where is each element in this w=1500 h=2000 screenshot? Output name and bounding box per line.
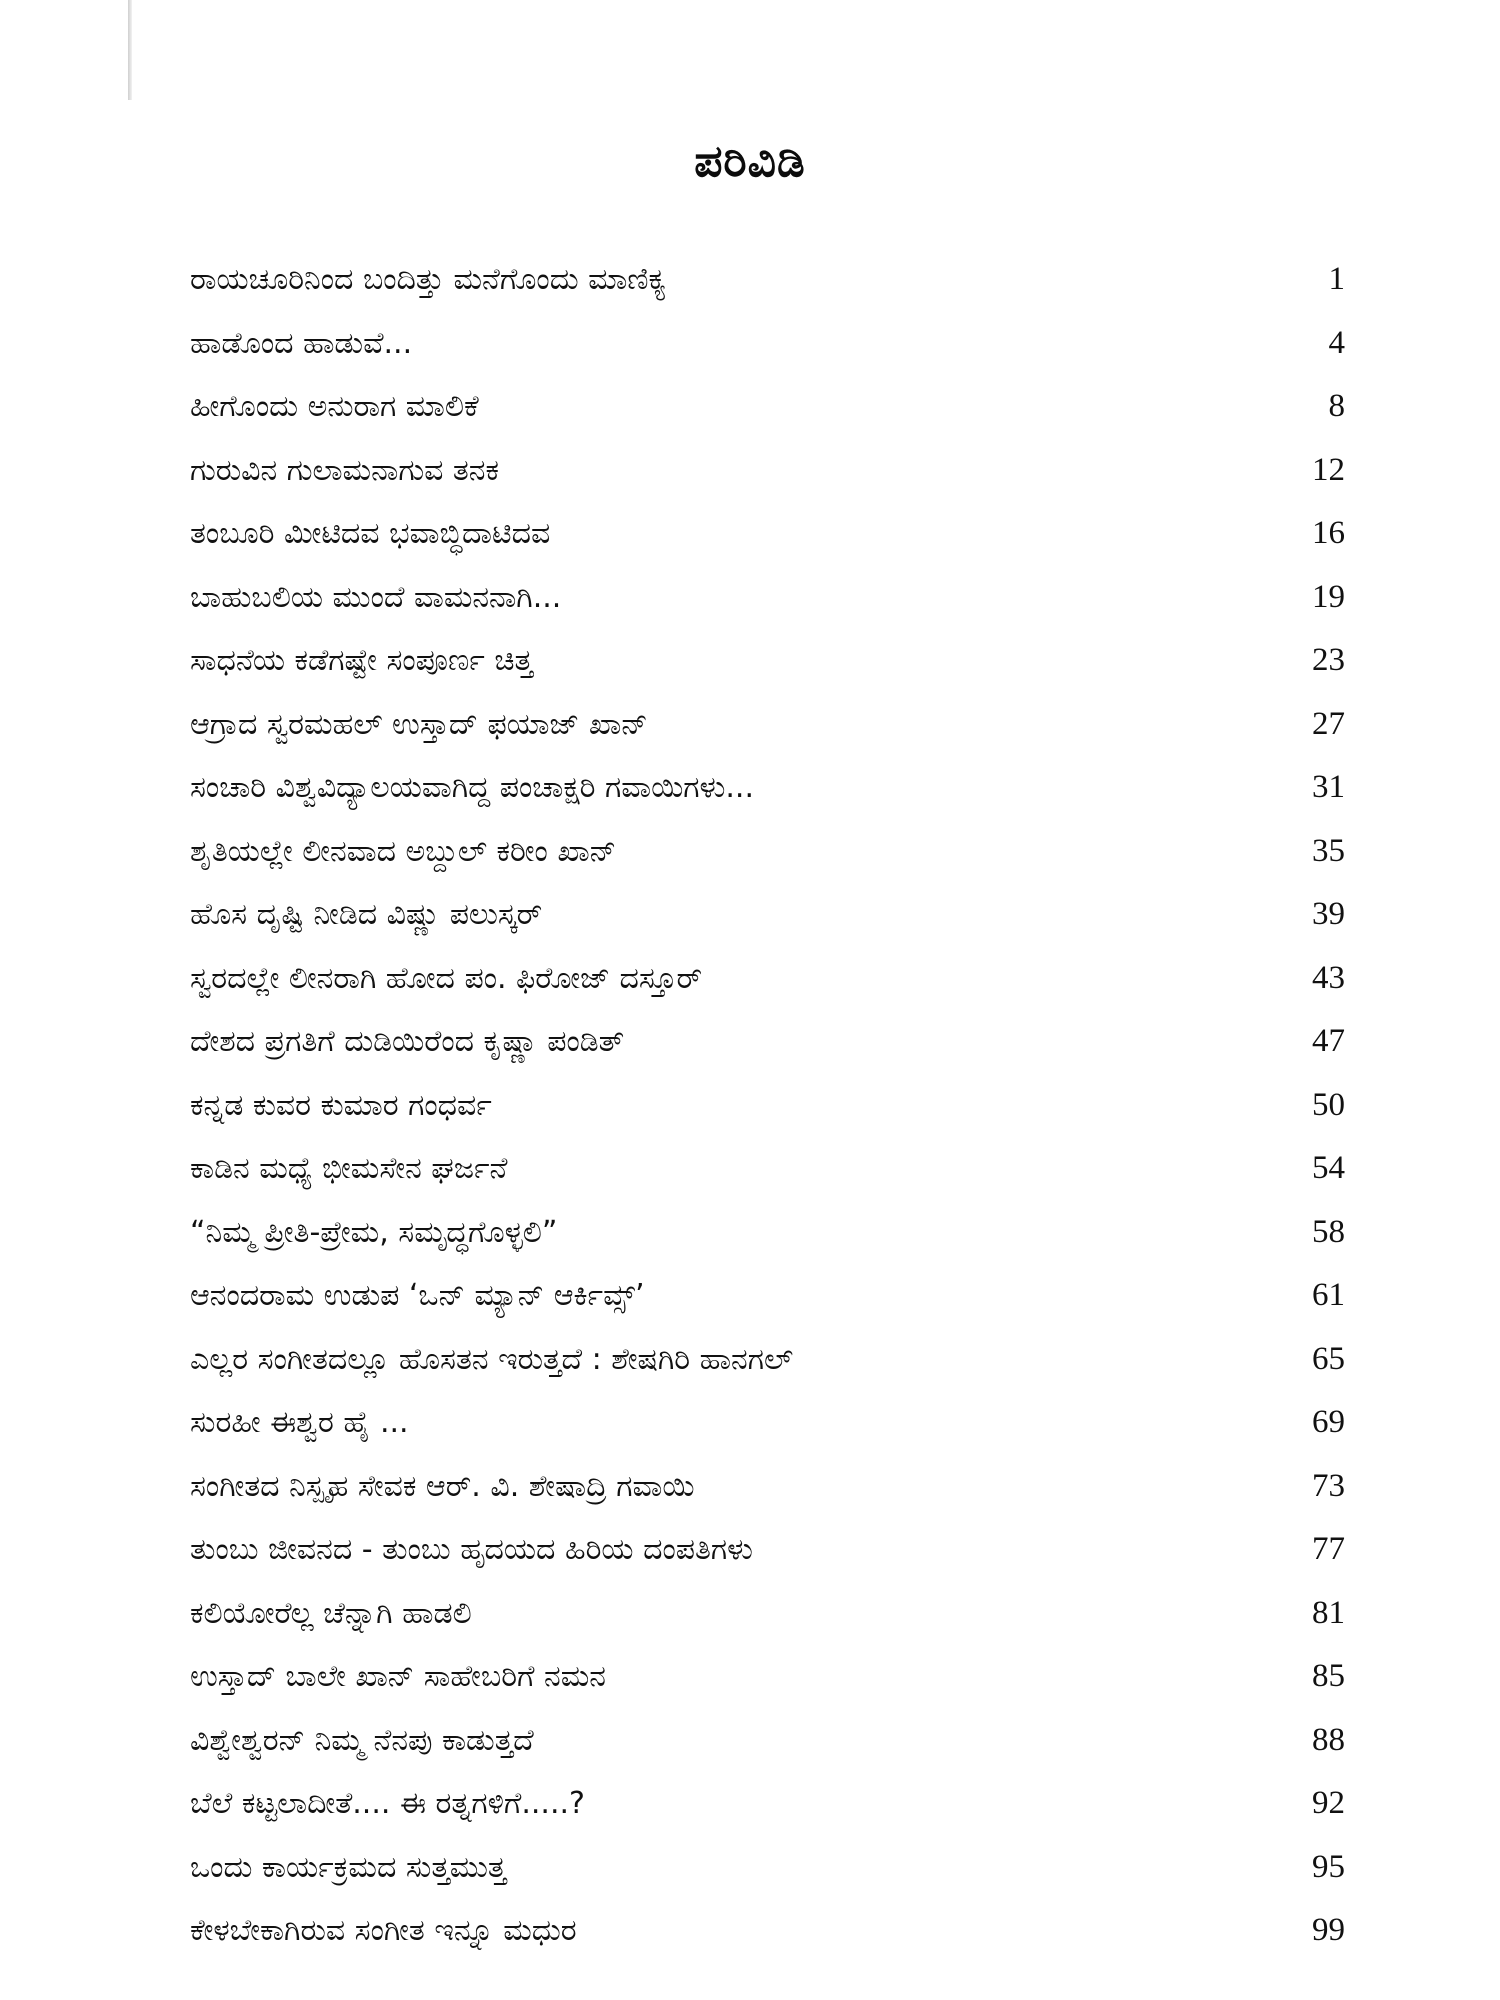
entry-title: ತುಂಬು ಜೀವನದ - ತುಂಬು ಹೃದಯದ ಹಿರಿಯ ದಂಪತಿಗಳು	[190, 1532, 753, 1568]
entry-page-number: 27	[1312, 705, 1345, 742]
toc-entry	[190, 1201, 1345, 1265]
toc-entry	[190, 756, 1345, 820]
entry-title: ಸುರಹೀ ಈಶ್ವರ ಹೈ ...	[190, 1405, 409, 1441]
entry-title: ಹೀಗೊಂದು ಅನುರಾಗ ಮಾಲಿಕೆ	[190, 389, 479, 425]
entry-page-number: 95	[1312, 1848, 1345, 1885]
toc-entry	[190, 1455, 1345, 1519]
entry-page-number: 92	[1312, 1785, 1345, 1822]
toc-entry	[190, 1074, 1345, 1138]
entry-title: ಕನ್ನಡ ಕುವರ ಕುಮಾರ ಗಂಧರ್ವ	[190, 1087, 492, 1123]
toc-entry	[190, 1899, 1345, 1963]
entry-title: ಕಾಡಿನ ಮಧ್ಯೆ ಭೀಮಸೇನ ಘರ್ಜನೆ	[190, 1151, 508, 1187]
toc-entry	[190, 248, 1345, 312]
toc-entry	[190, 1264, 1345, 1328]
entry-title: ತಂಬೂರಿ ಮೀಟಿದವ ಭವಾಬ್ಧಿದಾಟಿದವ	[190, 516, 551, 552]
entry-page-number: 88	[1312, 1721, 1345, 1758]
entry-page-number: 81	[1312, 1594, 1345, 1631]
entry-page-number: 43	[1312, 959, 1345, 996]
entry-page-number: 1	[1328, 261, 1345, 298]
entry-title: ಗುರುವಿನ ಗುಲಾಮನಾಗುವ ತನಕ	[190, 452, 499, 488]
table-of-contents	[190, 248, 1345, 1963]
entry-title: ಹೊಸ ದೃಷ್ಟಿ ನೀಡಿದ ವಿಷ್ಣು ಪಲುಸ್ಕರ್	[190, 897, 543, 933]
toc-entry	[190, 1772, 1345, 1836]
toc-entry	[190, 439, 1345, 503]
toc-entry	[190, 1137, 1345, 1201]
entry-page-number: 99	[1312, 1912, 1345, 1949]
toc-entry	[190, 629, 1345, 693]
entry-title: ಸಂಚಾರಿ ವಿಶ್ವವಿದ್ಯಾಲಯವಾಗಿದ್ದ ಪಂಚಾಕ್ಷರಿ ಗವಾಯಿಗಳು...	[190, 770, 754, 806]
toc-entry	[190, 1328, 1345, 1392]
toc-entry	[190, 312, 1345, 376]
toc-entry	[190, 1582, 1345, 1646]
toc-entry	[190, 566, 1345, 630]
scan-edge-shadow	[128, 0, 132, 100]
toc-entry	[190, 1645, 1345, 1709]
toc-entry	[190, 1518, 1345, 1582]
toc-entry	[190, 820, 1345, 884]
toc-entry	[190, 1010, 1345, 1074]
toc-entry	[190, 947, 1345, 1011]
toc-entry	[190, 1709, 1345, 1773]
toc-entry	[190, 693, 1345, 757]
toc-entry	[190, 1391, 1345, 1455]
entry-page-number: 54	[1312, 1150, 1345, 1187]
toc-entry	[190, 502, 1345, 566]
entry-title: ಉಸ್ತಾದ್ ಬಾಲೇ ಖಾನ್ ಸಾಹೇಬರಿಗೆ ನಮನ	[190, 1659, 606, 1695]
entry-page-number: 39	[1312, 896, 1345, 933]
entry-page-number: 35	[1312, 832, 1345, 869]
entry-page-number: 16	[1312, 515, 1345, 552]
entry-page-number: 19	[1312, 578, 1345, 615]
toc-entry	[190, 375, 1345, 439]
page-title: ಪರಿವಿಡಿ	[694, 136, 806, 187]
entry-title: ಒಂದು ಕಾರ್ಯಕ್ರಮದ ಸುತ್ತಮುತ್ತ	[190, 1849, 507, 1885]
entry-title: ವಿಶ್ವೇಶ್ವರನ್ ನಿಮ್ಮ ನೆನಪು ಕಾಡುತ್ತದೆ	[190, 1722, 534, 1758]
toc-entry	[190, 883, 1345, 947]
entry-page-number: 85	[1312, 1658, 1345, 1695]
entry-title: ಆಗ್ರಾದ ಸ್ವರಮಹಲ್ ಉಸ್ತಾದ್ ಫಯಾಜ್ ಖಾನ್	[190, 706, 648, 742]
entry-page-number: 50	[1312, 1086, 1345, 1123]
entry-title: ಎಲ್ಲರ ಸಂಗೀತದಲ್ಲೂ ಹೊಸತನ ಇರುತ್ತದೆ : ಶೇಷಗಿರಿ ಹಾನಗಲ್	[190, 1341, 794, 1377]
entry-title: ಬೆಲೆ ಕಟ್ಟಲಾದೀತೆ.... ಈ ರತ್ನಗಳಿಗೆ.....?	[190, 1786, 585, 1822]
entry-page-number: 73	[1312, 1467, 1345, 1504]
entry-title: ಆನಂದರಾಮ ಉಡುಪ ‘ಒನ್ ಮ್ಯಾನ್ ಆರ್ಕಿವ್ಸ್’	[190, 1278, 645, 1314]
entry-title: ರಾಯಚೂರಿನಿಂದ ಬಂದಿತ್ತು ಮನೆಗೊಂದು ಮಾಣಿಕ್ಯ	[190, 262, 667, 298]
entry-page-number: 69	[1312, 1404, 1345, 1441]
entry-page-number: 58	[1312, 1213, 1345, 1250]
entry-title: “ನಿಮ್ಮ ಪ್ರೀತಿ-ಪ್ರೇಮ, ಸಮೃದ್ಧಗೊಳ್ಳಲಿ”	[190, 1214, 558, 1250]
entry-title: ಹಾಡೊಂದ ಹಾಡುವೆ...	[190, 325, 413, 361]
entry-page-number: 47	[1312, 1023, 1345, 1060]
entry-title: ಕಲಿಯೋರೆಲ್ಲ ಚೆನ್ನಾಗಿ ಹಾಡಲಿ	[190, 1595, 472, 1631]
entry-page-number: 4	[1328, 324, 1345, 361]
entry-page-number: 77	[1312, 1531, 1345, 1568]
entry-title: ಕೇಳಬೇಕಾಗಿರುವ ಸಂಗೀತ ಇನ್ನೂ ಮಧುರ	[190, 1913, 577, 1949]
entry-title: ಸಾಧನೆಯ ಕಡೆಗಷ್ಟೇ ಸಂಪೂರ್ಣ ಚಿತ್ತ	[190, 643, 533, 679]
entry-page-number: 31	[1312, 769, 1345, 806]
entry-page-number: 23	[1312, 642, 1345, 679]
entry-title: ದೇಶದ ಪ್ರಗತಿಗೆ ದುಡಿಯಿರೆಂದ ಕೃಷ್ಣಾ ಪಂಡಿತ್	[190, 1024, 625, 1060]
toc-entry	[190, 1836, 1345, 1900]
entry-title: ಬಾಹುಬಲಿಯ ಮುಂದೆ ವಾಮನನಾಗಿ...	[190, 579, 562, 615]
entry-page-number: 61	[1312, 1277, 1345, 1314]
entry-title: ಸಂಗೀತದ ನಿಸ್ಪೃಹ ಸೇವಕ ಆರ್. ವಿ. ಶೇಷಾದ್ರಿ ಗವಾಯಿ	[190, 1468, 695, 1504]
entry-page-number: 65	[1312, 1340, 1345, 1377]
entry-title: ಸ್ವರದಲ್ಲೇ ಲೀನರಾಗಿ ಹೋದ ಪಂ. ಫಿರೋಜ್ ದಸ್ತೂರ್	[190, 960, 703, 996]
entry-page-number: 12	[1312, 451, 1345, 488]
entry-title: ಶೃತಿಯಲ್ಲೇ ಲೀನವಾದ ಅಬ್ದುಲ್ ಕರೀಂ ಖಾನ್	[190, 833, 617, 869]
entry-page-number: 8	[1328, 388, 1345, 425]
